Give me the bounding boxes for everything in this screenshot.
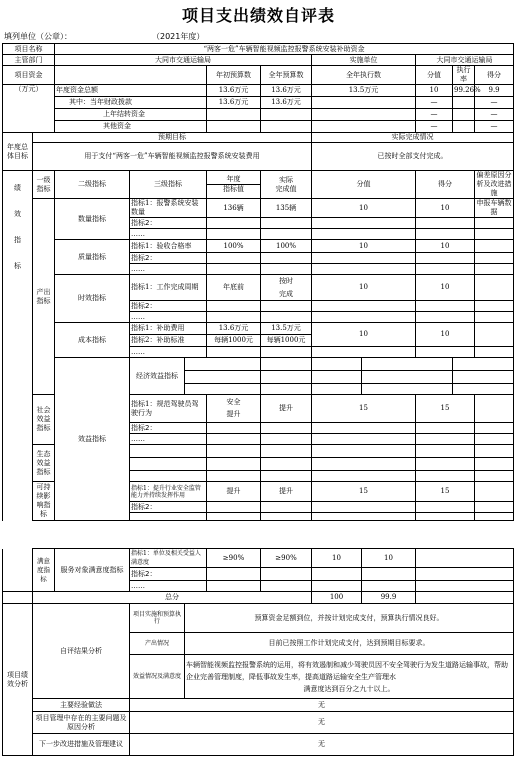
analysis-row-label: 效益情况及满意度 (130, 655, 185, 699)
analysis-r1-text: 预算资金足额到位，并按计划完成支付，预算执行情况良好。 (185, 604, 514, 633)
funds-header: 得分 (475, 66, 514, 85)
benefit-indicator-label: 效益指标 (55, 358, 130, 521)
actual-header: 实际完成情况 (312, 133, 514, 143)
analysis-r3-body: 车辆智能视频监控报警系统的运用，将有效遏制和减少驾驶员因不安全驾驶行为发生道路运输事故，帮助企业完善管理制度，降低事故发生率，提高道路运输安全生产管理水 (186, 660, 508, 681)
next-step-value: 无 (130, 734, 514, 756)
funds-cell (312, 109, 416, 121)
target-bot: 提升 (226, 410, 241, 418)
analysis-row-label: 产出情况 (130, 633, 185, 655)
form-year: （2021年度） (152, 32, 205, 41)
target-value: 136辆 (207, 199, 261, 218)
analysis-r2-text: 目前已按照工作计划完成支付，达到预期目标要求。 (185, 633, 514, 655)
analysis-label: 项目绩效分析 (3, 604, 33, 756)
indicator-text: 指标1：提升行业安全监管能力并持续发挥作用 (130, 482, 207, 502)
indicator-text: 指标1：工作完成周期 (130, 275, 207, 301)
indicator-text: 指标1：规范驾驶员驾驶行为 (130, 395, 207, 423)
indicator-text: 指标2： (130, 423, 207, 434)
col-l3: 三级指标 (130, 171, 207, 199)
funds-cell (453, 121, 475, 133)
indicator-text: 指标2： (130, 218, 207, 229)
dept-label: 主管部门 (3, 55, 55, 66)
reason-text: 申报车辆数据 (475, 199, 514, 218)
evaluation-table (2, 43, 514, 521)
score: 10 (416, 240, 475, 253)
col-target (207, 171, 261, 199)
perf-side-label (3, 171, 33, 521)
expected-goal-text: 用于支付“两客一危”车辆智能视频监控报警系统安装费用 (33, 143, 312, 171)
indicator-text: 指标2： (130, 253, 207, 264)
dept-value: 大同市交通运输局 (55, 55, 312, 66)
target-value: 年底前 (207, 275, 261, 301)
indicator-text: 指标2：补助标准 (130, 335, 207, 347)
indicator-ellipsis: …… (130, 581, 207, 592)
funds-cell: 9.9 (475, 85, 514, 97)
econ-indicator-label: 经济效益指标 (130, 358, 185, 395)
expected-goal-header: 预期目标 (33, 133, 312, 143)
score: 15 (416, 395, 475, 423)
funds-cell: 13.5万元 (312, 85, 416, 97)
project-name-value: “两客一危”车辆智能视频监控报警系统安装补助资金 (55, 44, 514, 55)
sustain-indicator-label: 可持续影响指标 (33, 482, 55, 521)
funds-cell: — (416, 121, 453, 133)
score-value: 15 (312, 395, 416, 423)
indicator-text: 指标2： (130, 502, 207, 513)
experience-label: 主要经验做法 (33, 699, 130, 712)
funds-cell: — (416, 109, 453, 121)
actual-value: 提升 (261, 482, 312, 502)
target-value: 100% (207, 240, 261, 253)
target-value: ≥90% (207, 549, 261, 568)
form-title: 项目支出绩效自评表 (181, 6, 335, 25)
funds-cell (453, 109, 475, 121)
funds-cell: 99.26% (453, 85, 475, 97)
col-target-top: 年度 (226, 175, 241, 183)
score-value: 10 (312, 323, 416, 347)
col-actual-bot: 完成值 (275, 184, 297, 193)
impl-unit-value: 大同市交通运输局 (416, 55, 514, 66)
actual-value: 每辆1000元 (261, 335, 312, 347)
evaluation-table-lower (2, 548, 514, 756)
col-score: 得分 (416, 171, 475, 199)
col-score-val: 分值 (312, 171, 416, 199)
funds-cell (261, 121, 312, 133)
funds-cell (261, 109, 312, 121)
output-indicator-label: 产出指标 (33, 199, 55, 395)
funds-header: 执行率 (453, 66, 475, 85)
funds-row-label: 年度资金总额 (55, 85, 207, 97)
actual-top: 按时 (279, 276, 293, 285)
funds-row-label: 其他资金 (55, 121, 207, 133)
result-analysis-label: 自评结果分析 (33, 604, 130, 699)
actual-value: ≥90% (261, 549, 312, 568)
indicator-text: 指标2： (130, 568, 207, 581)
target-value (207, 395, 261, 423)
target-value: 提升 (207, 482, 261, 502)
funds-cell: 13.6万元 (207, 97, 261, 109)
actual-value: 提升 (261, 395, 312, 423)
funds-cell: 13.6万元 (261, 85, 312, 97)
col-target-bot: 指标值 (207, 184, 260, 194)
funds-cell: — (475, 121, 514, 133)
indicator-text: 指标1：补助费用 (130, 323, 207, 335)
time-indicator-label: 时效指标 (55, 275, 130, 323)
side-char: 效 (14, 210, 21, 218)
side-char: 指 (14, 236, 21, 244)
funds-label: 项目资金 (3, 66, 55, 85)
indicator-ellipsis: …… (130, 312, 207, 323)
indicator-ellipsis: …… (130, 264, 207, 275)
funds-cell (312, 121, 416, 133)
funds-cell: 13.6万元 (261, 97, 312, 109)
score-value: 15 (312, 482, 416, 502)
total-score: 99.9 (362, 592, 416, 604)
score-value: 10 (312, 275, 416, 301)
score-value: 10 (312, 549, 362, 568)
analysis-r3-text (185, 655, 514, 699)
score: 10 (362, 549, 416, 568)
indicator-ellipsis: …… (130, 347, 207, 358)
funds-header: 年初预算数 (207, 66, 261, 85)
col-reason: 偏差原因分析及改进措施 (475, 171, 514, 199)
col-l2: 二级指标 (55, 171, 130, 199)
funds-cell: — (416, 97, 453, 109)
indicator-text: 指标1：报警系统安装数量 (130, 199, 207, 218)
analysis-r3-tail: 满意度达到百分之九十以上。 (303, 684, 395, 693)
quality-indicator-label: 质量指标 (55, 240, 130, 275)
fill-unit-label: 填列单位（公章）： (4, 32, 72, 41)
score: 10 (416, 275, 475, 301)
target-value: 每辆1000元 (207, 335, 261, 347)
col-actual-top: 实际 (279, 175, 293, 184)
side-char: 绩 (14, 184, 21, 192)
funds-cell: 10 (416, 85, 453, 97)
impl-unit-label: 实施单位 (312, 55, 416, 66)
funds-cell: — (475, 97, 514, 109)
actual-value (261, 275, 312, 301)
funds-cell (207, 109, 261, 121)
experience-value: 无 (130, 699, 514, 712)
problem-value: 无 (130, 712, 514, 734)
next-step-label: 下一步改进措施及管理建议 (33, 734, 130, 756)
funds-header: 分值 (416, 66, 453, 85)
total-value: 100 (312, 592, 362, 604)
actual-value: 135辆 (261, 199, 312, 218)
indicator-ellipsis: …… (130, 229, 207, 240)
funds-cell: — (475, 109, 514, 121)
satisfaction-indicator-label: 满意度指标 (33, 549, 55, 592)
analysis-row-label: 项目实施和预算执行 (130, 604, 185, 633)
col-l1: 一级指标 (33, 171, 55, 199)
problem-label: 项目管理中存在的主要问题及原因分析 (33, 712, 130, 734)
service-indicator-label: 服务对象满意度指标 (55, 549, 130, 592)
indicator-text: 指标1：单位及相关受益人满意度 (130, 549, 207, 568)
funds-cell (207, 121, 261, 133)
funds-row-label: 上年结转资金 (55, 109, 207, 121)
score-value: 10 (312, 199, 416, 218)
actual-text: 已按时全部支付完成。 (312, 143, 514, 171)
qty-indicator-label: 数量指标 (55, 199, 130, 240)
col-actual (261, 171, 312, 199)
funds-cell: 13.6万元 (207, 85, 261, 97)
side-char: 标 (14, 262, 21, 270)
score: 10 (416, 199, 475, 218)
actual-value: 13.5万元 (261, 323, 312, 335)
indicator-text: 指标2： (130, 301, 207, 312)
funds-cell (312, 97, 416, 109)
actual-value: 100% (261, 240, 312, 253)
project-name-label: 项目名称 (3, 44, 55, 55)
score: 15 (416, 482, 475, 502)
funds-unit: （万元） (3, 85, 55, 133)
target-value: 13.6万元 (207, 323, 261, 335)
total-label: 总分 (33, 592, 312, 604)
funds-row-label: 其中：当年财政拨款 (55, 97, 207, 109)
score-value: 10 (312, 240, 416, 253)
target-top: 安全 (226, 398, 241, 406)
funds-header: 全年预算数 (261, 66, 312, 85)
funds-header: 全年执行数 (312, 66, 416, 85)
cost-indicator-label: 成本指标 (55, 323, 130, 358)
indicator-ellipsis: …… (130, 434, 207, 445)
social-indicator-label: 社会效益指标 (33, 395, 55, 445)
funds-cell (453, 97, 475, 109)
eco-indicator-label: 生态效益指标 (33, 445, 55, 482)
indicator-text: 指标1：验收合格率 (130, 240, 207, 253)
annual-goal-label: 年度总体目标 (3, 133, 33, 171)
score: 10 (416, 323, 475, 347)
actual-bot: 完成 (279, 289, 293, 298)
